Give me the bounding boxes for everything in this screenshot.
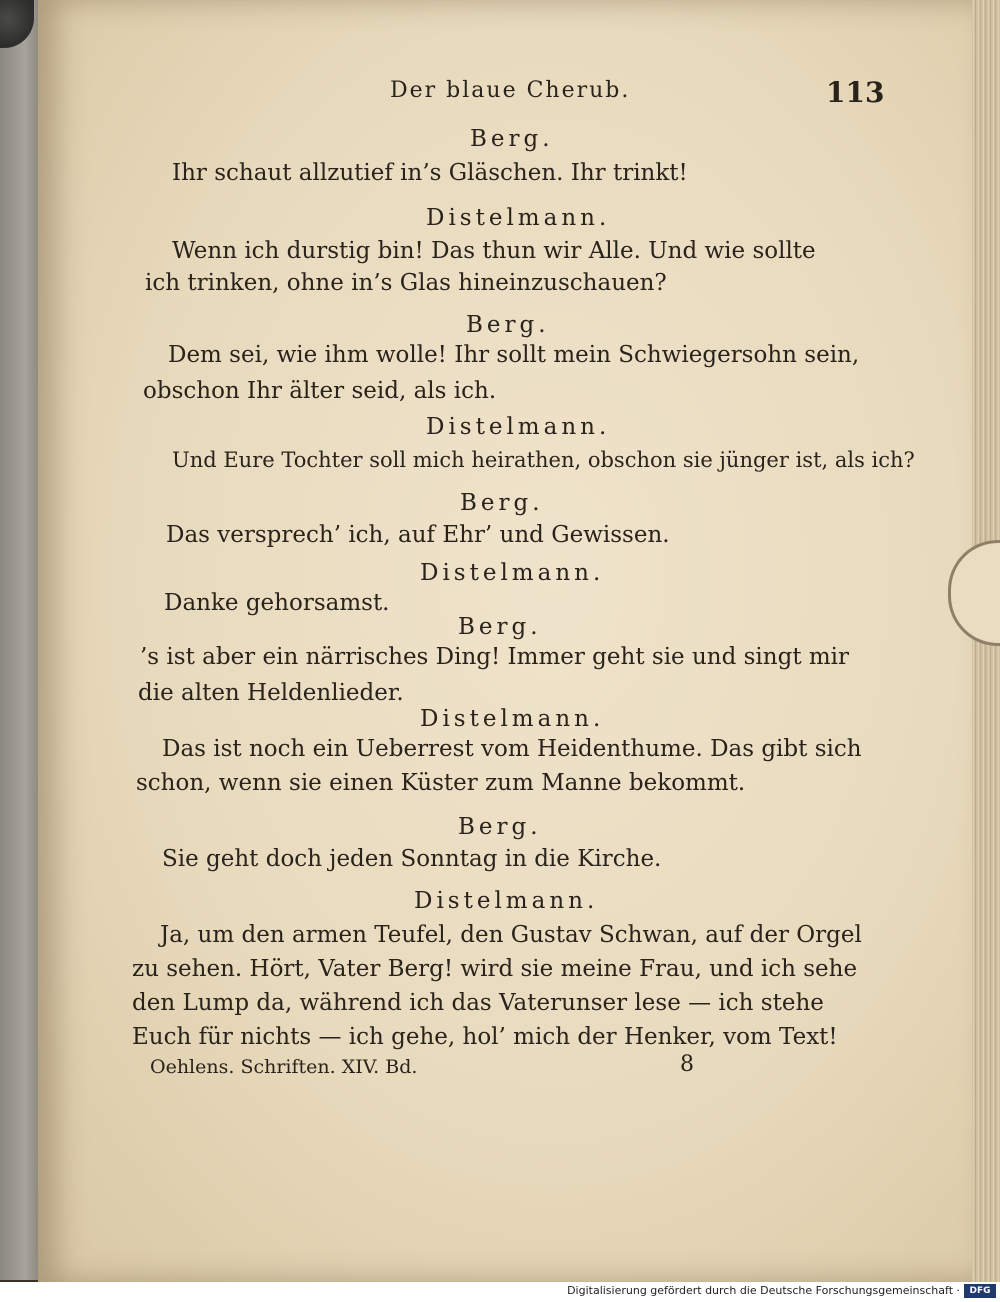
cover-clasp xyxy=(0,0,34,48)
dialogue-line: die alten Heldenlieder. xyxy=(138,680,404,706)
speaker-name: Distelmann. xyxy=(426,414,611,440)
speaker-name: Berg. xyxy=(470,126,554,152)
signature-mark: Oehlens. Schriften. XIV. Bd. xyxy=(150,1056,418,1078)
dialogue-line: Das versprech’ ich, auf Ehr’ und Gewissen. xyxy=(166,522,670,548)
dialogue-line: schon, wenn sie einen Küster zum Manne bekommt. xyxy=(136,770,746,796)
dialogue-line: Und Eure Tochter soll mich heirathen, obschon sie jünger ist, als ich? xyxy=(172,448,915,472)
dfg-logo: DFG xyxy=(964,1284,996,1298)
sheet-number: 8 xyxy=(680,1052,694,1077)
speaker-name: Distelmann. xyxy=(420,706,605,732)
dialogue-line: zu sehen. Hört, Vater Berg! wird sie meine Frau, und ich sehe xyxy=(132,956,858,982)
dialogue-line: Danke gehorsamst. xyxy=(164,590,390,616)
speaker-name: Berg. xyxy=(466,312,550,338)
dialogue-line: Das ist noch ein Ueberrest vom Heidenthume. Das gibt sich xyxy=(162,736,862,762)
dialogue-line: Dem sei, wie ihm wolle! Ihr sollt mein Schwiegersohn sein, xyxy=(168,342,860,368)
dialogue-line: ich trinken, ohne in’s Glas hineinzuschauen? xyxy=(145,270,667,296)
dialogue-line: den Lump da, während ich das Vaterunser lese — ich stehe xyxy=(132,990,824,1016)
credit-text: Digitalisierung gefördert durch die Deutsche Forschungsgemeinschaft · xyxy=(567,1284,960,1297)
speaker-name: Berg. xyxy=(460,490,544,516)
dialogue-line: Ja, um den armen Teufel, den Gustav Schwan, auf der Orgel xyxy=(160,922,862,948)
dialogue-line: ’s ist aber ein närrisches Ding! Immer geht sie und singt mir xyxy=(140,644,850,670)
dialogue-line: Wenn ich durstig bin! Das thun wir Alle. Und wie sollte xyxy=(172,238,816,264)
book-page xyxy=(38,0,974,1282)
dialogue-line: Euch für nichts — ich gehe, hol’ mich der Henker, vom Text! xyxy=(132,1024,838,1050)
dialogue-line: Sie geht doch jeden Sonntag in die Kirche. xyxy=(162,846,662,872)
speaker-name: Distelmann. xyxy=(426,205,611,231)
running-title: Der blaue Cherub. xyxy=(390,78,631,103)
speaker-name: Berg. xyxy=(458,814,542,840)
speaker-name: Distelmann. xyxy=(414,888,599,914)
speaker-name: Berg. xyxy=(458,614,542,640)
speaker-name: Distelmann. xyxy=(420,560,605,586)
dialogue-line: obschon Ihr älter seid, als ich. xyxy=(143,378,497,404)
page-number: 113 xyxy=(826,76,885,109)
dialogue-line: Ihr schaut allzutief in’s Gläschen. Ihr trinkt! xyxy=(172,160,688,186)
